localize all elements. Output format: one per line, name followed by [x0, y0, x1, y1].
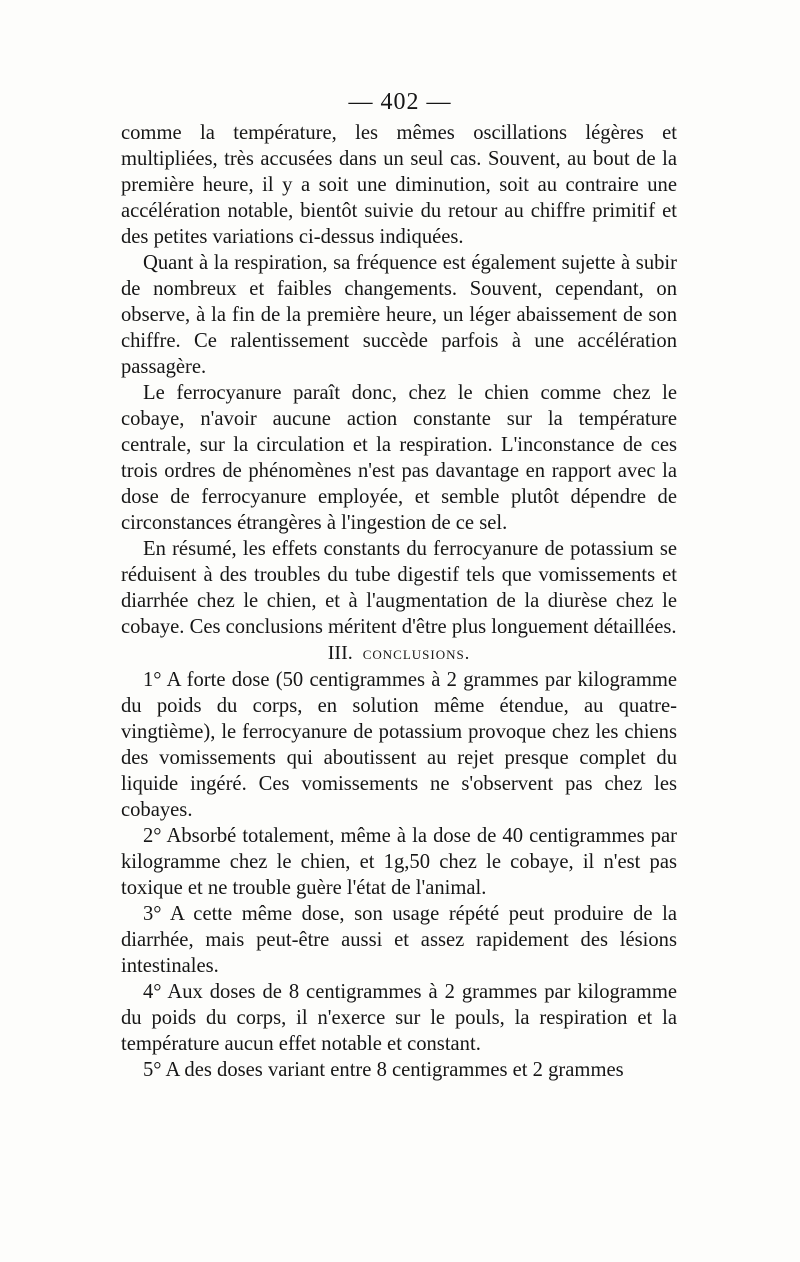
conclusion-2: 2° Absorbé totalement, même à la dose de 40 centigrammes par kilogramme chez le chien, et 1g,50 chez le cobaye, il n'est pas toxique et ne trouble guère l'état de l'animal.	[121, 825, 677, 899]
paragraph-2: Quant à la respiration, sa fréquence est également sujette à subir de nombreux et faibles changements. Souvent, cependant, on observe, à la fin de la première heure, un léger abaissement de son chiffre. Ce ralentissement succède parfois à une accélération passagère.	[121, 252, 677, 378]
section-heading	[121, 640, 677, 667]
conclusion-3: 3° A cette même dose, son usage répété peut produire de la diarrhée, mais peut-être aussi et assez rapidement des lésions intestinales.	[121, 903, 677, 977]
conclusion-5: 5° A des doses variant entre 8 centigrammes et 2 grammes	[143, 1059, 624, 1081]
page-text	[121, 120, 677, 1083]
paragraph-3: Le ferrocyanure paraît donc, chez le chien comme chez le cobaye, n'avoir aucune action constante sur la température centrale, sur la circulation et la respiration. L'inconstance de ces trois ordres de phénomènes n'est pas davantage en rapport avec la dose de ferrocyanure employée, et semble plutôt dépendre de circonstances étrangères à l'ingestion de ce sel.	[121, 382, 677, 534]
section-title: conclusions.	[362, 643, 471, 663]
conclusion-4: 4° Aux doses de 8 centigrammes à 2 grammes par kilogramme du poids du corps, il n'exerce sur le pouls, la respiration et la température aucun effet notable et constant.	[121, 981, 677, 1055]
paragraph-1: comme la température, les mêmes oscillations légères et multipliées, très accusées dans un seul cas. Souvent, au bout de la première heure, il y a soit une diminution, soit au contraire une accélération notable, bientôt suivie du retour au chiffre primitif et des petites variations ci-dessus indiquées.	[121, 122, 677, 248]
section-number: III.	[327, 642, 353, 664]
paragraph-4: En résumé, les effets constants du ferrocyanure de potassium se réduisent à des troubles du tube digestif tels que vomissements et diarrhée chez le chien, et à l'augmentation de la diurèse chez le cobaye. Ces conclusions méritent d'être plus longuement détaillées.	[121, 538, 677, 638]
page-number: — 402 —	[348, 89, 452, 115]
conclusion-1: 1° A forte dose (50 centigrammes à 2 grammes par kilogramme du poids du corps, en solution même étendue, au quatre-vingtième), le ferrocyanure de potassium provoque chez les chiens des vomissements qui aboutissent au rejet presque complet du liquide ingéré. Ces vomissements ne s'observent pas chez les cobayes.	[121, 669, 677, 821]
